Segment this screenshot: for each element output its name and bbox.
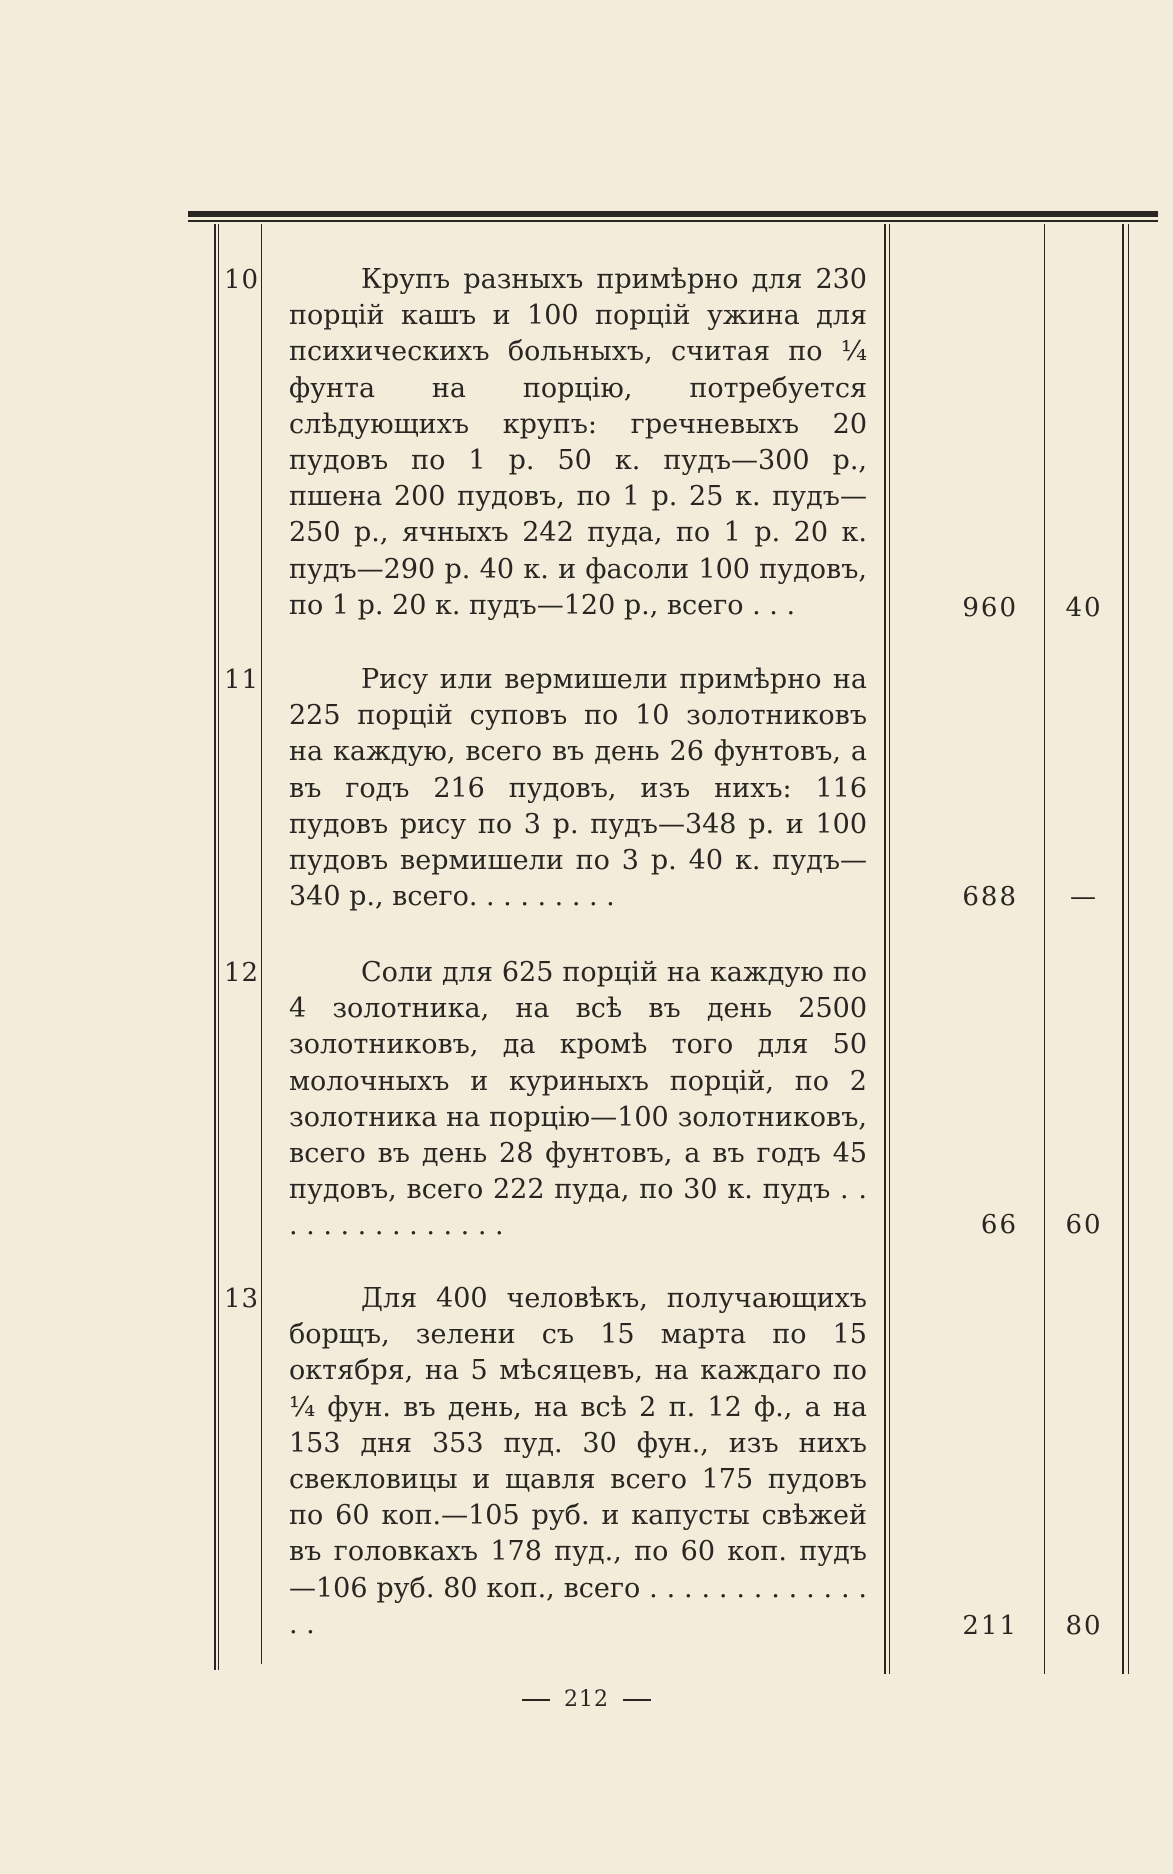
page-number xyxy=(0,1687,1173,1712)
entry-text: Крупъ разныхъ примѣрно для 230 порцій кашъ и 100 порцій ужина для психическихъ больныхъ, считая по ¼ фунта на порцію, потребуется слѣдующихъ крупъ: гречневыхъ 20 пудовъ по 1 р. 50 к. пудъ—300 р., пшена 200 пудовъ, по 1 р. 25 к. пудъ—250 р., ячныхъ 242 пуда, по 1 р. 20 к. пудъ—290 р. 40 к. и фасоли 100 пудовъ, по 1 р. 20 к. пудъ—120 р., всего . . . xyxy=(289,264,867,621)
amount-rubles: 688 xyxy=(962,882,1018,912)
top-border-thick xyxy=(188,211,1158,217)
column-rule xyxy=(1044,224,1045,1674)
amount-rubles: 211 xyxy=(962,1611,1018,1641)
top-border-thin xyxy=(188,220,1158,222)
column-rule xyxy=(218,224,219,1670)
amount-rubles: 960 xyxy=(962,593,1018,623)
column-rule xyxy=(214,224,216,1670)
entry-text: Соли для 625 порцій на каждую по 4 золотника, на всѣ въ день 2500 золотниковъ, да кромѣ того для 50 молочныхъ и куриныхъ порцій, по 2 золотника на порцію—100 золотниковъ, всего въ день 28 фунтовъ, а въ годъ 45 пудовъ, всего 222 пуда, по 30 к. пудъ . . . . . . . . . . . . . . . xyxy=(289,957,867,1242)
column-rule xyxy=(261,224,262,1664)
entry-text: Для 400 человѣкъ, получающихъ борщъ, зелени съ 15 марта по 15 октября, на 5 мѣсяцевъ, на каждаго по ¼ фун. въ день, на всѣ 2 п. 12 ф., а на 153 дня 353 пуд. 30 фун., изъ нихъ свекловицы и щавля всего 175 пудовъ по 60 коп.—105 руб. и капусты свѣжей въ головкахъ 178 пуд., по 60 коп. пудъ—106 руб. 80 коп., всего . . . . . . . . . . . . . . . xyxy=(289,1283,867,1640)
entry-number: 10 xyxy=(224,265,260,295)
entry-text: Рису или вермишели примѣрно на 225 порцій суповъ по 10 золотниковъ на каждую, всего въ день 26 фунтовъ, а въ годъ 216 пудовъ, изъ нихъ: 116 пудовъ рису по 3 р. пудъ—348 р. и 100 пудовъ вермишели по 3 р. 40 к. пудъ—340 р., всего. . . . . . . . . xyxy=(289,664,867,913)
amount-rubles: 66 xyxy=(980,1210,1018,1240)
page-number-value: 212 xyxy=(564,1687,609,1712)
entry-number: 13 xyxy=(224,1284,260,1314)
column-rule xyxy=(889,224,890,1674)
column-rule xyxy=(1128,224,1129,1674)
amount-kopecks: 80 xyxy=(1065,1611,1103,1641)
amount-kopecks: — xyxy=(1070,882,1098,912)
amount-kopecks: 40 xyxy=(1065,593,1103,623)
column-rule xyxy=(884,224,886,1674)
column-rule xyxy=(1122,224,1124,1674)
entry-number: 12 xyxy=(224,958,260,988)
dash-right xyxy=(623,1699,651,1701)
entry-number: 11 xyxy=(224,665,260,695)
amount-kopecks: 60 xyxy=(1065,1210,1103,1240)
dash-left xyxy=(522,1699,550,1701)
